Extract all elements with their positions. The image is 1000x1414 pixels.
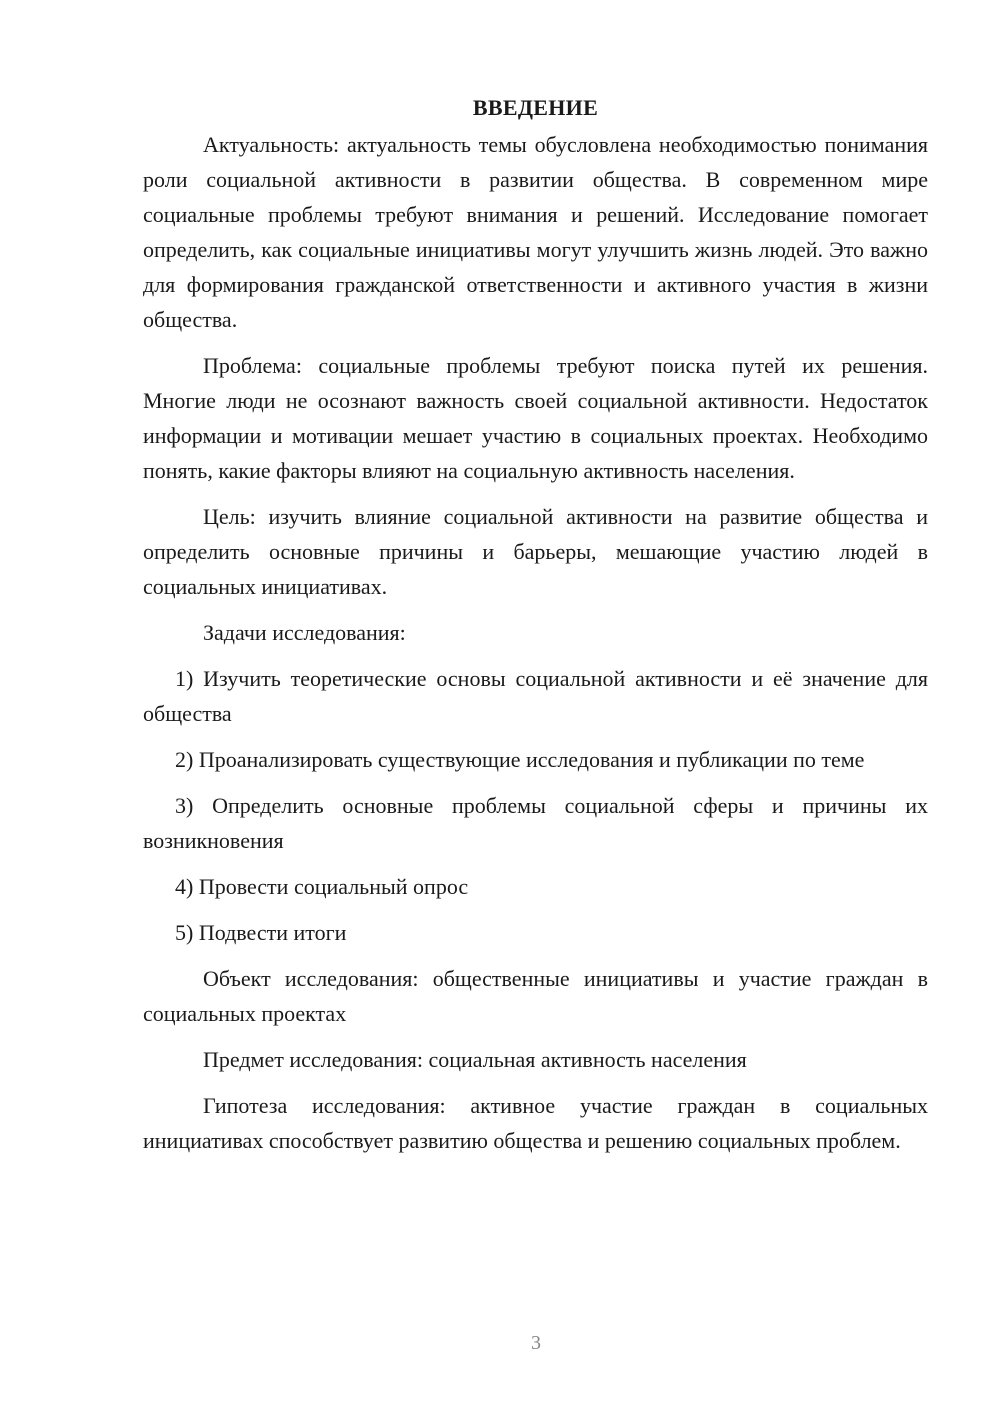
task-item-2: 2) Проанализировать существующие исследования и публикации по теме [175,747,865,772]
task-item-5: 5) Подвести итоги [175,920,347,945]
task-item-3: 3) Определить основные проблемы социальной сферы и причины их возникновения [143,793,928,853]
page-number: 3 [531,1332,541,1354]
task-item-1: 1) Изучить теоретические основы социальной активности и её значение для общества [143,666,928,726]
goal-paragraph: Цель: изучить влияние социальной активности на развитие общества и определить основные причины и барьеры, мешающие участию людей в социальных инициативах. [143,504,928,599]
subject-paragraph: Предмет исследования: социальная активность населения [203,1047,747,1072]
task-item-4: 4) Провести социальный опрос [175,874,469,899]
object-paragraph: Объект исследования: общественные инициативы и участие граждан в социальных проектах [143,966,928,1026]
problem-paragraph: Проблема: социальные проблемы требуют поиска путей их решения. Многие люди не осознают важность своей социальной активности. Недостаток информации и мотивации мешает участию в социальных проектах. Необходимо понять, какие факторы влияют на социальную активность населения. [143,353,928,483]
section-title: ВВЕДЕНИЕ [472,95,599,120]
hypothesis-paragraph: Гипотеза исследования: активное участие граждан в социальных инициативах способствует развитию общества и решению социальных проблем. [143,1093,928,1153]
relevance-paragraph: Актуальность: актуальность темы обусловлена необходимостью понимания роли социальной активности в развитии общества. В современном мире социальные проблемы требуют внимания и решений. Исследование помогает определить, как социальные инициативы могут улучшить жизнь людей. Это важно для формирования гражданской ответственности и активного участия в жизни общества. [143,132,928,332]
document-page [143,90,928,1169]
tasks-heading: Задачи исследования: [203,620,406,645]
